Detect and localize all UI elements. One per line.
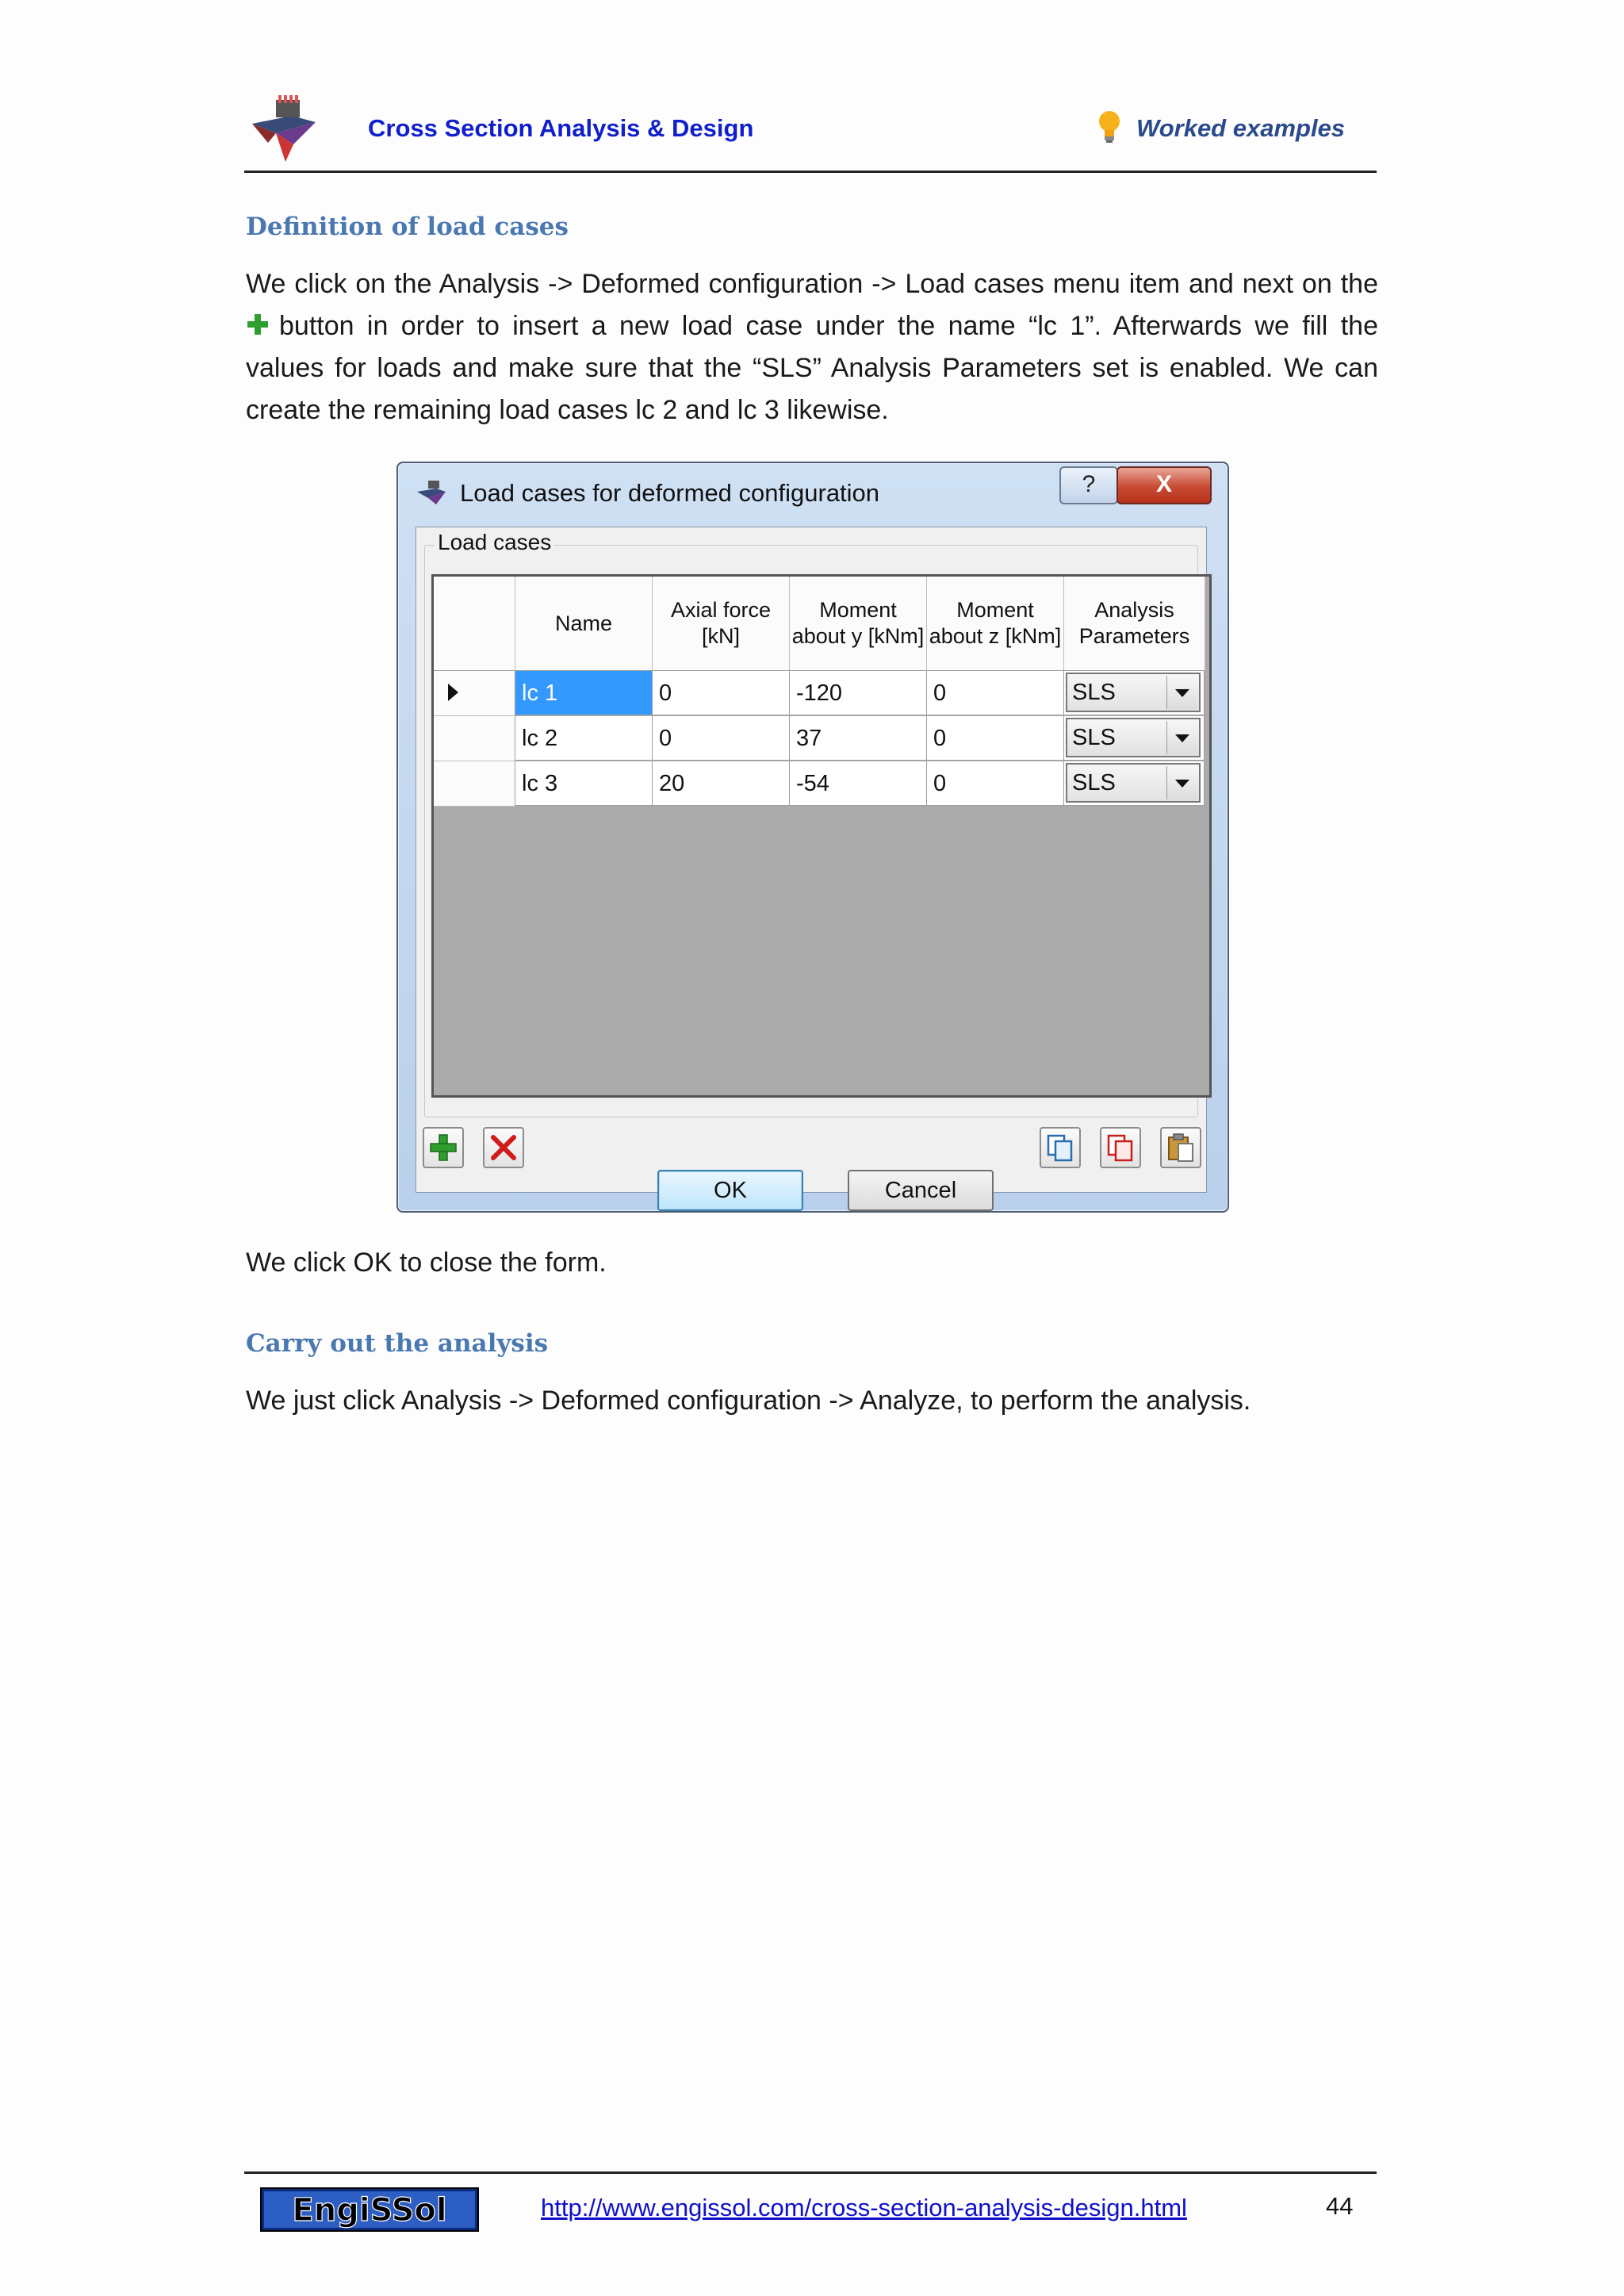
add-load-case-button[interactable]	[423, 1127, 464, 1168]
row-header[interactable]	[434, 761, 515, 807]
cell-axial-force[interactable]: 0	[653, 671, 790, 715]
cell-analysis-parameters	[1064, 716, 1205, 761]
plus-icon	[246, 312, 270, 336]
paste-button[interactable]	[1160, 1127, 1201, 1168]
dialog-app-icon	[416, 477, 447, 509]
column-header-name[interactable]: Name	[515, 577, 653, 671]
paragraph	[246, 1242, 1378, 1284]
dialog-title: Load cases for deformed configuration	[460, 479, 880, 507]
load-cases-dialog	[396, 462, 1229, 1213]
header-divider	[244, 171, 1377, 173]
paste-icon	[1166, 1133, 1196, 1163]
cell-moment-y[interactable]: -120	[790, 671, 927, 715]
logo-text: EngiSSol	[292, 2192, 447, 2229]
column-header-moment-y[interactable]: Moment about y [kNm]	[790, 577, 927, 671]
row-header[interactable]	[434, 716, 515, 761]
chevron-down-icon[interactable]	[1166, 766, 1197, 799]
website-link[interactable]: http://www.engissol.com/cross-section-analysis-design.html	[541, 2194, 1187, 2221]
document-title: Cross Section Analysis & Design	[368, 114, 754, 142]
lightbulb-icon	[1096, 109, 1123, 144]
row-header[interactable]	[434, 671, 515, 716]
analysis-parameters-dropdown[interactable]	[1066, 763, 1201, 803]
page-number: 44	[1326, 2192, 1354, 2220]
copy-icon	[1045, 1133, 1075, 1163]
dropdown-value: SLS	[1072, 680, 1116, 705]
cell-moment-z[interactable]: 0	[927, 716, 1064, 761]
cell-axial-force[interactable]: 20	[653, 761, 790, 806]
cell-moment-y[interactable]: 37	[790, 716, 927, 761]
cell-analysis-parameters	[1064, 671, 1205, 715]
paragraph-line: create the remaining load cases lc 2 and lc 3 likewise.	[246, 395, 889, 425]
cell-moment-y[interactable]: -54	[790, 761, 927, 806]
column-header-moment-z[interactable]: Moment about z [kNm]	[927, 577, 1064, 671]
cell-name[interactable]: lc 1	[515, 671, 653, 715]
delete-x-icon	[488, 1133, 519, 1163]
group-label: Load cases	[435, 530, 554, 555]
section-label: Worked examples	[1136, 114, 1346, 142]
paragraph	[246, 263, 1378, 431]
delete-load-case-button[interactable]	[483, 1127, 524, 1168]
column-header-analysis-parameters[interactable]: Analysis Parameters	[1064, 577, 1205, 671]
paragraph-line-with-icon	[246, 305, 1378, 347]
column-header-axial-force[interactable]: Axial force [kN]	[653, 577, 790, 671]
section-heading: Definition of load cases	[246, 213, 569, 241]
page-header	[244, 86, 1377, 171]
cell-name[interactable]: lc 3	[515, 761, 653, 806]
cell-moment-z[interactable]: 0	[927, 761, 1064, 806]
load-cases-group	[424, 530, 1198, 1117]
load-cases-grid[interactable]	[431, 574, 1212, 1098]
cell-moment-z[interactable]: 0	[927, 671, 1064, 715]
analysis-parameters-dropdown[interactable]	[1066, 718, 1201, 757]
ok-button[interactable]: OK	[657, 1170, 803, 1211]
cancel-button[interactable]: Cancel	[848, 1170, 994, 1211]
paragraph	[246, 1380, 1378, 1422]
duplicate-icon	[1105, 1133, 1136, 1163]
cell-analysis-parameters	[1064, 761, 1205, 806]
duplicate-button[interactable]	[1100, 1127, 1141, 1168]
plus-icon	[428, 1133, 458, 1163]
chevron-down-icon[interactable]	[1166, 721, 1197, 754]
section-heading: Carry out the analysis	[246, 1329, 549, 1358]
current-row-arrow-icon	[448, 684, 458, 701]
paragraph-line: values for loads and make sure that the “SLS” Analysis Parameters set is enabled. We can	[246, 353, 1378, 383]
dropdown-value: SLS	[1072, 770, 1116, 795]
close-button[interactable]: X	[1116, 466, 1212, 504]
paragraph-line: We click on the Analysis -> Deformed configuration -> Load cases menu item and next on the	[246, 269, 1378, 299]
paragraph-line-text: button in order to insert a new load case under the name “lc 1”. Afterwards we fill the	[279, 311, 1378, 341]
app-logo-icon	[244, 92, 320, 168]
engissol-logo	[260, 2187, 479, 2232]
row-header-corner	[434, 577, 515, 671]
dropdown-value: SLS	[1072, 725, 1116, 750]
help-button[interactable]: ?	[1059, 466, 1118, 504]
cell-name[interactable]: lc 2	[515, 716, 653, 761]
chevron-down-icon[interactable]	[1166, 676, 1197, 709]
cell-axial-force[interactable]: 0	[653, 716, 790, 761]
copy-button[interactable]	[1040, 1127, 1081, 1168]
dialog-body	[416, 527, 1207, 1203]
footer-divider	[244, 2171, 1377, 2174]
paragraph-line: We just click Analysis -> Deformed configuration -> Analyze, to perform the analysis.	[246, 1386, 1251, 1416]
analysis-parameters-dropdown[interactable]	[1066, 673, 1201, 712]
paragraph-line: We click OK to close the form.	[246, 1248, 607, 1278]
